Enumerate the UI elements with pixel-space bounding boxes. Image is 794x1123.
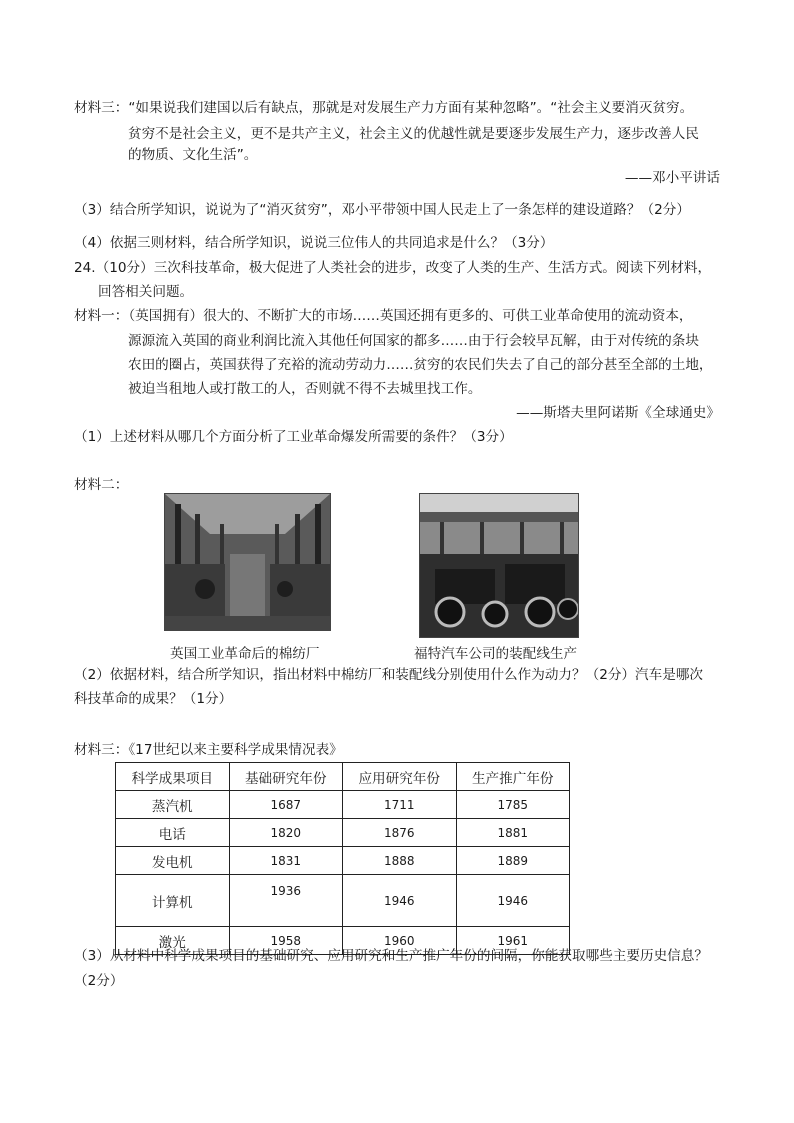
table-cell: 1958: [229, 927, 343, 955]
cotton-mill-photo: [164, 493, 331, 631]
question-24-line1: 24.（10分）三次科技革命，极大促进了人类社会的进步，改变了人类的生产、生活方式。阅读下列材料，: [74, 260, 712, 276]
table-cell: 蒸汽机: [116, 791, 230, 819]
column-header: 应用研究年份: [343, 763, 457, 791]
table-row: [116, 819, 570, 847]
material3-line1: 材料三：“如果说我们建国以后有缺点，那就是对发展生产力方面有某种忽略”。“社会主义要消灭贫穷。: [74, 100, 694, 116]
table-cell: 1946: [343, 875, 457, 927]
table-cell: 电话: [116, 819, 230, 847]
material1-source: ——斯塔夫里阿诺斯《全球通史》: [516, 405, 720, 421]
table-cell: 1946: [456, 875, 570, 927]
science-achievements-table: [115, 762, 570, 955]
question-4: （4）依据三则材料，结合所学知识，说说三位伟人的共同追求是什么？（3分）: [74, 235, 554, 251]
table-cell: 1687: [229, 791, 343, 819]
material3-source: ——邓小平讲话: [624, 170, 720, 186]
material2-label: 材料二：: [74, 477, 129, 493]
material1-line4: 被迫当租地人或打散工的人，否则就不得不去城里找工作。: [128, 381, 482, 397]
column-header: 基础研究年份: [229, 763, 343, 791]
material1-line2: 源源流入英国的商业利润比流入其他任何国家的都多……由于行会较早瓦解，由于对传统的条块: [128, 333, 699, 349]
column-header: 科学成果项目: [116, 763, 230, 791]
question-2-line2: 科技革命的成果？（1分）: [74, 691, 233, 707]
cotton-mill-caption: 英国工业革命后的棉纺厂: [170, 646, 320, 662]
table-cell: 1711: [343, 791, 457, 819]
table-title: 材料三：《17世纪以来主要科学成果情况表》: [74, 742, 343, 758]
material3-line2: 贫穷不是社会主义，更不是共产主义，社会主义的优越性就是要逐步发展生产力，逐步改善人民: [128, 126, 699, 142]
table-cell: 计算机: [116, 875, 230, 927]
assembly-line-caption: 福特汽车公司的装配线生产: [414, 646, 578, 662]
table-cell: [229, 875, 343, 927]
ford-assembly-line-photo: [419, 493, 579, 638]
table-cell: 1820: [229, 819, 343, 847]
table-row: [116, 791, 570, 819]
table-cell: 1876: [343, 819, 457, 847]
table-header-row: [116, 763, 570, 791]
material3-line3: 的物质、文化生活”。: [128, 147, 258, 163]
column-header: 生产推广年份: [456, 763, 570, 791]
question-3b-line2: （2分）: [74, 973, 124, 989]
material1-line3: 农田的圈占，英国获得了充裕的流动劳动力……贫穷的农民们失去了自己的部分甚至全部的土地，: [128, 357, 713, 373]
table-cell: 1961: [456, 927, 570, 955]
question-3b-line1: （3）从材料中科学成果项目的基础研究、应用研究和生产推广年份的间隔，你能获取哪些主要历史信息？: [74, 948, 708, 964]
table-cell: 1888: [343, 847, 457, 875]
table-cell: 发电机: [116, 847, 230, 875]
material1-line1: 材料一：（英国拥有）很大的、不断扩大的市场……英国还拥有更多的、可供工业革命使用的流动资本，: [74, 308, 693, 324]
question-24-line2: 回答相关问题。: [98, 284, 194, 300]
question-3: （3）结合所学知识，说说为了“消灭贫穷”，邓小平带领中国人民走上了一条怎样的建设道路？（2分）: [74, 202, 690, 218]
table-row: [116, 847, 570, 875]
table-cell: 1831: [229, 847, 343, 875]
table-cell: 1881: [456, 819, 570, 847]
table-cell-value: 1936: [270, 883, 302, 898]
table-row: [116, 875, 570, 927]
table-cell: 激光: [116, 927, 230, 955]
table-cell: 1785: [456, 791, 570, 819]
question-1: （1）上述材料从哪几个方面分析了工业革命爆发所需要的条件？（3分）: [74, 429, 513, 445]
table-cell: 1960: [343, 927, 457, 955]
table-cell: 1889: [456, 847, 570, 875]
question-2-line1: （2）依据材料，结合所学知识，指出材料中棉纺厂和装配线分别使用什么作为动力？（2分）汽车是哪次: [74, 667, 704, 683]
